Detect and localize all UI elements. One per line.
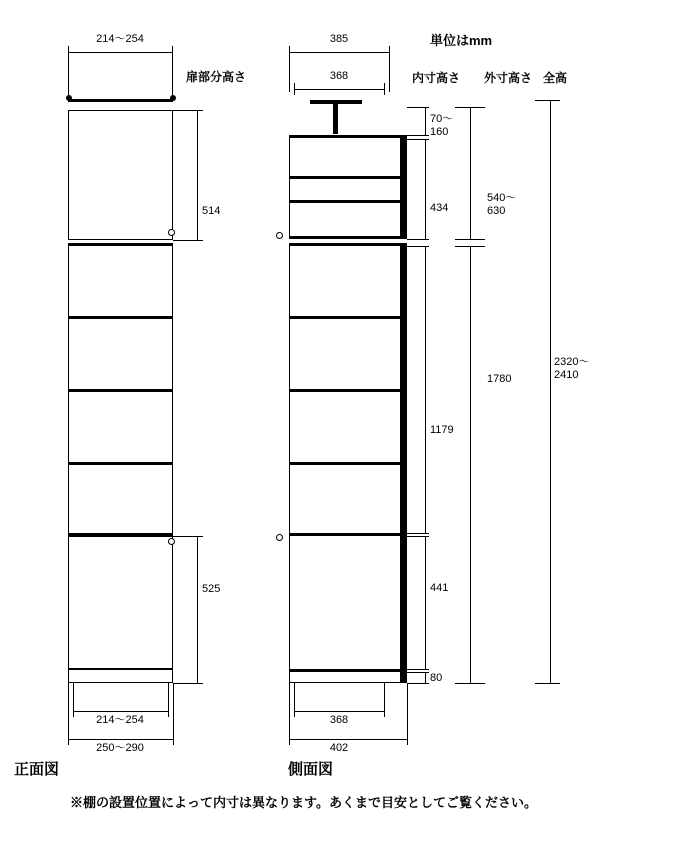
outer-upper-lead-bottom [455,239,485,240]
total-height-label-line1: 2320〜 [554,356,590,368]
inner-main-dimline [470,246,471,683]
seg-441-label: 441 [430,582,449,594]
front-top-width-dimline [68,52,172,53]
outer-height-header: 外寸高さ [484,71,533,85]
front-inner-w-tick-l [73,705,74,717]
front-514-lead-bottom [173,240,203,241]
seg-434-lead-bottom [407,239,429,240]
total-height-lead-bottom [535,683,560,684]
side-368b-dimline [294,711,384,712]
seg-441-lead-bottom [407,669,429,670]
side-368b-tick-r [384,705,385,717]
side-402-dimline [289,739,407,740]
front-top-ext-right [172,52,173,100]
side-inner-depth-bottom-label: 368 [329,714,349,726]
side-upper-shelf-1 [290,176,406,179]
side-main-shelf-3 [290,462,406,465]
side-main-top-edge [290,243,406,246]
side-main-shelf-2 [290,389,406,392]
side-filler-stem [333,104,338,134]
seg-top-dimline [425,107,426,135]
side-upper-handle [276,232,283,239]
front-525-dimline [197,536,198,683]
front-upper-door [68,110,173,240]
seg-80-dimline [425,672,426,683]
side-368-tick-l [294,83,295,95]
outer-upper-label-line2: 630 [487,205,506,217]
footer-note: ※棚の設置位置によって内寸は異なります。あくまで目安としてご覧ください。 [70,795,537,810]
side-outer-depth-bottom-label: 402 [329,742,349,754]
side-385-ext-l [289,52,290,92]
side-upper-cabinet [289,135,407,239]
front-shelf-3 [69,462,172,465]
outer-upper-dimline [470,107,471,239]
total-height-lead-top [535,100,560,101]
seg-434-label: 434 [430,202,449,214]
side-402-ext-r [407,683,408,739]
side-upper-top-edge [290,135,406,138]
side-main-shelf-4 [290,533,406,536]
front-525-lead-top [173,536,203,537]
side-view-caption: 側面図 [288,761,334,778]
total-height-dimline [550,100,551,683]
side-402-tick-l [289,733,290,745]
unit-note: 単位はmm [430,33,493,48]
side-main-back-panel [400,243,407,683]
total-height-label-line2: 2410 [554,369,579,381]
seg-80-lead-bottom [407,683,429,684]
front-knob-right [170,95,176,101]
side-385-dimline [289,52,389,53]
seg-top-label-line2: 160 [430,126,449,138]
seg-434-dimline [425,139,426,239]
front-base-plinth [68,669,173,683]
front-knob-left [66,95,72,101]
inner-main-label: 1780 [487,373,512,385]
inner-main-lead-bottom [455,683,485,684]
front-inner-width-label: 214〜254 [96,714,144,726]
front-514-lead-top [173,110,203,111]
front-outer-w-ext-right [173,683,174,739]
side-lower-handle [276,534,283,541]
front-outer-width-label: 250〜290 [96,742,144,754]
side-main-shelf-1 [290,316,406,319]
front-outer-w-ext-left [68,683,69,739]
side-outer-depth-top-label: 385 [329,33,349,45]
side-368-dimline [294,89,384,90]
front-outer-w-tick-l [68,733,69,745]
side-upper-bottom-edge [290,236,406,239]
side-main-shelf-5 [290,669,406,672]
seg-top-label-line1: 70〜 [430,113,454,125]
front-upper-door-handle [168,229,175,236]
side-upper-shelf-2 [290,200,406,203]
seg-80-label: 80 [430,672,443,684]
inner-height-header: 内寸高さ [412,71,461,85]
side-368-tick-r [384,83,385,95]
front-514-label: 514 [202,205,221,217]
front-outer-w-tick-r [173,733,174,745]
front-top-rail [68,99,173,102]
seg-1179-lead-bottom [407,533,429,534]
front-inner-w-tick-r [168,705,169,717]
side-368b-tick-l [294,705,295,717]
side-402-ext-l [289,683,290,739]
front-shelf-1 [69,316,172,319]
side-upper-back-panel [400,135,407,239]
front-514-dimline [197,110,198,240]
front-inner-w-dimline [73,711,168,712]
seg-441-dimline [425,536,426,669]
total-height-header: 全高 [543,71,568,85]
outer-upper-label-line1: 540〜 [487,192,517,204]
front-top-ext-left [68,52,69,100]
front-lower-door-handle [168,538,175,545]
seg-1179-label: 1179 [430,424,454,436]
seg-top-lead-bottom [407,135,429,136]
side-402-tick-r [407,733,408,745]
front-525-lead-bottom [173,683,203,684]
front-shelf-top-edge [69,243,172,246]
front-lower-door [68,536,173,669]
seg-1179-dimline [425,246,426,533]
front-shelf-2 [69,389,172,392]
side-385-ext-r [389,52,390,92]
side-inner-depth-top-label: 368 [329,70,349,82]
front-top-width-label: 214〜254 [96,33,144,45]
door-height-header: 扉部分高さ [186,70,247,84]
front-outer-w-dimline [68,739,173,740]
front-view-caption: 正面図 [14,761,60,778]
front-525-label: 525 [202,583,221,595]
